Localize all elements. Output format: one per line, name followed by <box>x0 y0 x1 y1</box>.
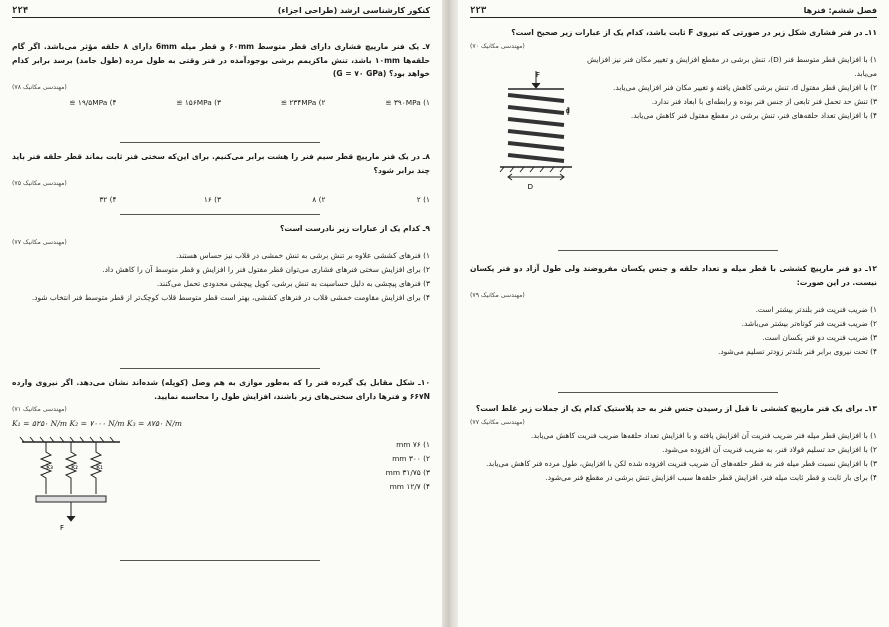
question-7 <box>12 40 430 110</box>
book-gutter <box>442 0 458 627</box>
question-source: (مهندسی مکانیک ۷۹) <box>470 292 525 299</box>
question-stem: ۱۰ـ شکل مقابل یک گیرده فنر را که به‌طور موازی به هم وصل (کوپله) شده‌اند نشان می‌دهد. اگر نیروی وارده ۶۶۷N و فنرها دارای سختی‌های زیر باشند، افزایش طول را محاسبه نمایید. <box>12 378 430 401</box>
figure-and-options <box>12 434 430 534</box>
right-running-head <box>470 4 877 18</box>
question-9 <box>12 222 430 305</box>
divider <box>120 560 320 561</box>
mean-diameter-label: D <box>527 183 533 191</box>
page-title: فصل ششم: فنرها <box>803 6 877 15</box>
option[interactable]: ۲) ۸ <box>312 194 326 204</box>
option[interactable]: ۲) با افزایش قطر مفتول d، تنش برشی کاهش یافته و تغییر مکان فنر افزایش می‌یابد. <box>612 83 877 92</box>
question-8 <box>12 150 430 206</box>
question-11 <box>470 26 877 203</box>
options-row <box>12 193 430 207</box>
question-stem: ۱۳ـ برای یک فنر مارپیچ کششی تا قبل از رسیدن جنس فنر به حد پلاستیک کدام یک از جملات زیر غلط است؟ <box>475 404 877 413</box>
option[interactable]: ۴) تحت نیروی برابر فنر بلندتر زودتر تسلیم می‌شود. <box>718 346 877 356</box>
option[interactable]: ۱) ضریب فنریت فنر بلندتر بیشتر است. <box>755 304 877 314</box>
option[interactable]: ۴) برای افزایش مقاومت خمشی قلاب در فنرهای کششی، بهتر است قطر متوسط قلاب کوچک‌تر از قطر متوسط فنر انتخاب شود. <box>31 293 430 302</box>
option[interactable]: ۴) برای بار ثابت و قطر ثابت میله فنر، افزایش قطر حلقه‌ها سبب افزایش تنش برشی در مقطع فنر می‌شود. <box>545 473 877 482</box>
options-row <box>12 96 430 110</box>
option[interactable]: ۳) فنرهای پیچشی به دلیل حساسیت به تنش برشی، کوپل پیچشی محدودی تحمل می‌کنند. <box>156 279 430 288</box>
question-source: (مهندسی مکانیک ۷۷) <box>12 238 67 246</box>
question-source: (مهندسی مکانیک ۷۸) <box>12 83 67 91</box>
divider <box>120 214 320 215</box>
option[interactable]: ۳) ضریب فنریت دو فنر یکسان است. <box>762 332 877 342</box>
option[interactable]: ۱) با افزایش قطر متوسط فنر (D)، تنش برشی در مقطع افزایش و تغییر مکان فنر نیز افزایش می‌یابد. <box>587 55 877 78</box>
divider <box>558 250 778 251</box>
options-column <box>587 53 877 123</box>
option[interactable]: ۴) ۱۹/۵MPa ≅ <box>69 98 117 107</box>
wire-diameter-label: d <box>565 107 570 115</box>
option[interactable]: ۳) ۳۱/۷۵ mm <box>385 468 430 477</box>
option[interactable]: ۱) فنرهای کششی علاوه بر تنش برشی به تنش خمشی در قلاب نیز حساس هستند. <box>175 251 430 260</box>
question-source: (مهندسی مکانیک ۷۰) <box>470 42 525 50</box>
option[interactable]: ۱) ۲ <box>416 194 430 204</box>
option[interactable]: ۴) ۳۲ <box>99 194 117 204</box>
question-10 <box>12 376 430 534</box>
option[interactable]: ۳) ۱۵۶MPa ≅ <box>176 98 221 107</box>
question-source: (مهندسی مکانیک ۷۷) <box>470 418 525 426</box>
option[interactable]: ۴) ۱۲/۷ mm <box>389 482 430 491</box>
question-stem: ۹ـ کدام یک از عبارات زیر نادرست است؟ <box>280 224 430 233</box>
question-stem: ۱۱ـ در فنر فشاری شکل زیر در صورتی که نیروی F ثابت باشد، کدام یک از عبارات زیر صحیح است؟ <box>511 28 877 37</box>
question-source: (مهندسی مکانیک ۷۵) <box>12 180 67 187</box>
question-stem: ۸ـ در یک فنر مارپیچ قطر سیم فنر را هشت برابر می‌کنیم. برای این‌که سختی فنر ثابت بماند قطر حلقه فنر باید چند برابر شود؟ <box>12 152 430 175</box>
divider <box>120 368 320 369</box>
option[interactable]: ۲) ۲۳۴MPa ≅ <box>280 98 326 107</box>
option[interactable]: ۲) با افزایش حد تسلیم فولاد فنر، به ضریب فنریت آن افزوده می‌شود. <box>662 445 877 454</box>
option[interactable]: ۲) برای افزایش سختی فنرهای فشاری می‌توان قطر مفتول فنر را افزایش و قطر متوسط آن را کاهش داد. <box>102 265 430 274</box>
options-column <box>320 438 430 494</box>
option[interactable]: ۲) ضریب فنریت فنر کوتاه‌تر بیشتر می‌باشد. <box>741 318 877 328</box>
option[interactable]: ۳) با افزایش نسبت قطر میله فنر به قطر حلقه‌های آن ضریب فنریت افزوده شده لکن با افزایش، طول مرده فنر کاهش می‌یابد. <box>485 459 877 468</box>
force-label: F <box>535 71 540 79</box>
spring-label: k₁ <box>96 463 103 471</box>
parallel-springs-figure <box>16 434 126 534</box>
given-stiffness: K₁ = ۵۲۵۰ N/m K₂ = ۷۰۰۰ N/m K₃ = ۸۷۵۰ N/m <box>12 418 182 428</box>
spring-label: k₂ <box>71 463 78 471</box>
question-stem: ۱۲ـ دو فنر مارپیچ کششی با قطر میله و تعداد حلقه و جنس یکسان مفروضند ولی طول آزاد دو فنر یکسان نیست. در این صورت: <box>470 264 877 287</box>
question-source: (مهندسی مکانیک ۷۱) <box>12 406 67 413</box>
page-number: ۲۲۴ <box>12 5 29 16</box>
page-number: ۲۲۳ <box>470 5 487 16</box>
left-page <box>0 0 442 627</box>
force-label: F <box>59 524 64 532</box>
spring-label: k₃ <box>46 463 53 471</box>
right-page <box>458 0 889 627</box>
compression-spring-figure <box>478 67 578 197</box>
option[interactable]: ۲) ۳۰۰ mm <box>392 454 430 463</box>
option[interactable]: ۳) تنش حد تحمل فنر تابعی از جنس فنر بوده و رابطه‌ای با ابعاد فنر ندارد. <box>651 97 877 106</box>
question-12 <box>470 262 877 359</box>
option[interactable]: ۱) با افزایش قطر میله فنر ضریب فنریت آن افزایش یافته و با افزایش تعداد حلقه‌ها ضریب فنریت کاهش می‌یابد. <box>530 431 877 440</box>
option[interactable]: ۱) ۳۹۰MPa ≅ <box>385 98 430 107</box>
left-running-head <box>12 4 430 18</box>
divider <box>558 392 778 393</box>
option[interactable]: ۳) ۱۶ <box>203 194 221 204</box>
figure-and-options <box>470 53 877 203</box>
divider <box>120 142 320 143</box>
option[interactable]: ۱) ۷۶ mm <box>396 440 430 449</box>
question-stem: ۷ـ یک فنر مارپیچ فشاری دارای قطر متوسط ۶۰mm و قطر میله 6mm دارای ۸ حلقه مؤثر می‌باشد. اگر گام حلقه‌ها ۱۰mm باشد، تنش ماکزیمم برشی بوجودآمده در فنر وقتی به طول مرده (طول جامد) برسد برابر کدام خواهد بود؟ (G = ۷۰ GPa) <box>12 42 430 78</box>
question-13 <box>470 402 877 485</box>
page-title: کنکور کارشناسی ارشد (طراحی اجزاء) <box>277 6 430 15</box>
option[interactable]: ۴) با افزایش تعداد حلقه‌های فنر، تنش برشی در مقطع مفتول فنر کاهش می‌یابد. <box>630 111 877 120</box>
